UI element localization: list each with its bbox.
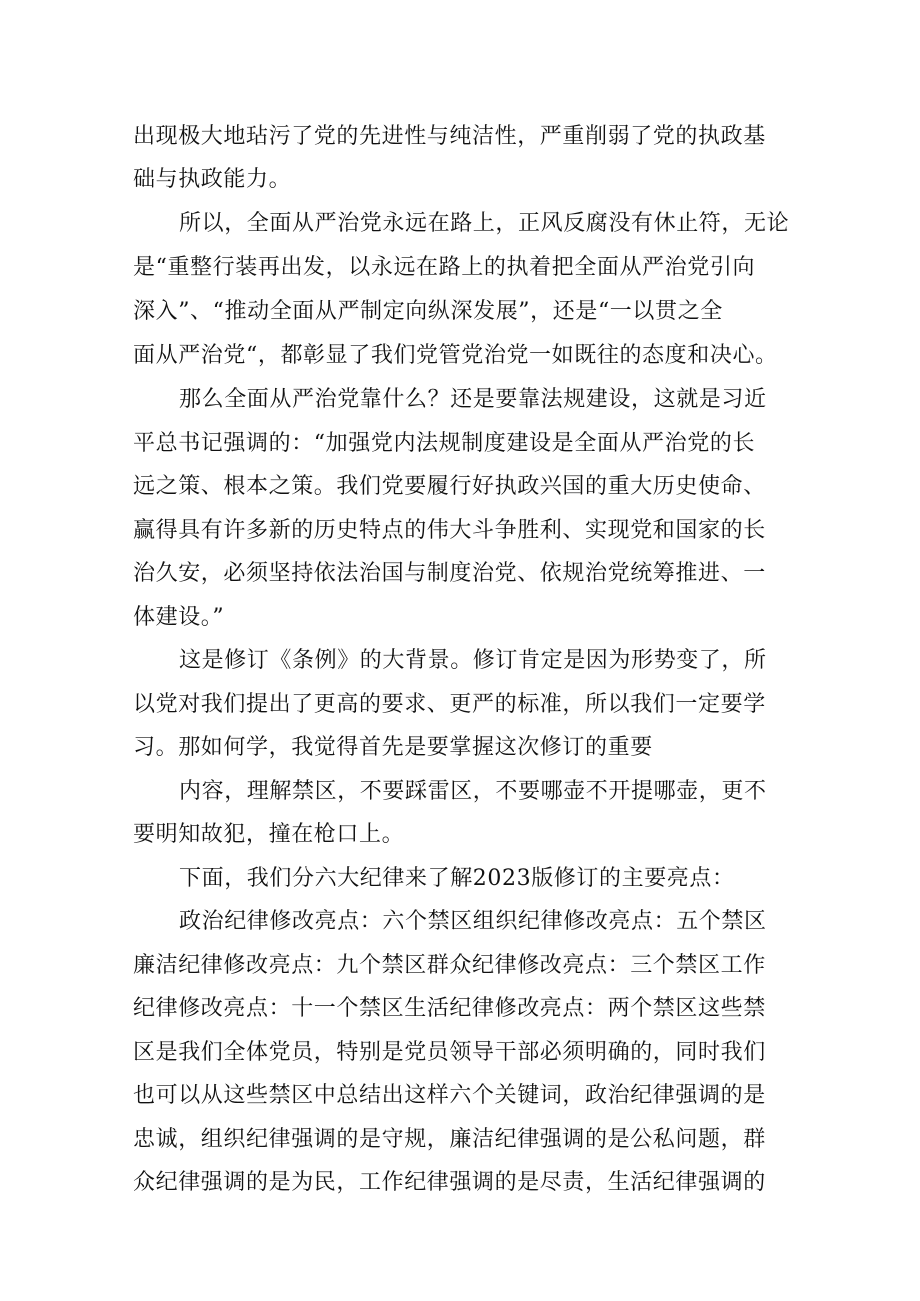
text-line: 这是修订《条例》的大背景。修订肯定是因为形势变了，所 bbox=[179, 648, 767, 673]
text-line: 赢得具有许多新的历史特点的伟大斗争胜利、实现党和国家的长 bbox=[133, 518, 766, 543]
text-line: 以党对我们提出了更高的要求、更严的标准，所以我们一定要学 bbox=[133, 692, 766, 717]
text-line: 众纪律强调的是为民，工作纪律强调的是尽责，生活纪律强调的 bbox=[133, 1170, 766, 1195]
text-line: 体建设。” bbox=[133, 605, 225, 630]
text-line: 面从严治党“，都彰显了我们党管党治党一如既往的态度和决心。 bbox=[133, 343, 778, 368]
text-line: 下面，我们分六大纪律来了解2023版修订的主要亮点： bbox=[179, 866, 735, 891]
text-line: 远之策、根本之策。我们党要履行好执政兴国的重大历史使命、 bbox=[133, 474, 766, 499]
text-line: 深入”、“推动全面从严制定向纵深发展”，还是“一以贯之全 bbox=[133, 299, 723, 324]
text-line: 习。那如何学，我觉得首先是要掌握这次修订的重要 bbox=[133, 735, 653, 760]
text-line: 区是我们全体党员，特别是党员领导干部必须明确的，同时我们 bbox=[133, 1040, 766, 1065]
text-line: 治久安，必须坚持依法治国与制度治党、依规治党统筹推进、一 bbox=[133, 561, 766, 586]
text-line: 要明知故犯，撞在枪口上。 bbox=[133, 822, 405, 847]
text-line: 是“重整行装再出发，以永远在路上的执着把全面从严治党引向 bbox=[133, 255, 756, 280]
text-line: 平总书记强调的：“加强党内法规制度建设是全面从严治党的长 bbox=[133, 431, 756, 456]
text-line: 廉洁纪律修改亮点：九个禁区群众纪律修改亮点：三个禁区工作 bbox=[133, 953, 766, 978]
text-line: 纪律修改亮点：十一个禁区生活纪律修改亮点：两个禁区这些禁 bbox=[133, 996, 766, 1021]
text-line: 也可以从这些禁区中总结出这样六个关键词，政治纪律强调的是 bbox=[133, 1083, 766, 1108]
text-line: 内容，理解禁区，不要踩雷区，不要哪壶不开提哪壶，更不 bbox=[179, 779, 767, 804]
text-line: 忠诚，组织纪律强调的是守规，廉洁纪律强调的是公私问题，群 bbox=[133, 1127, 766, 1152]
text-line: 那么全面从严治党靠什么？还是要靠法规建设，这就是习近 bbox=[179, 387, 767, 412]
text-line: 出现极大地玷污了党的先进性与纯洁性，严重削弱了党的执政基 bbox=[133, 124, 766, 149]
text-line: 政治纪律修改亮点：六个禁区组织纪律修改亮点：五个禁区 bbox=[179, 909, 767, 934]
text-line: 础与执政能力。 bbox=[133, 167, 292, 192]
text-line: 所以，全面从严治党永远在路上，正风反腐没有休止符，无论 bbox=[179, 211, 790, 236]
